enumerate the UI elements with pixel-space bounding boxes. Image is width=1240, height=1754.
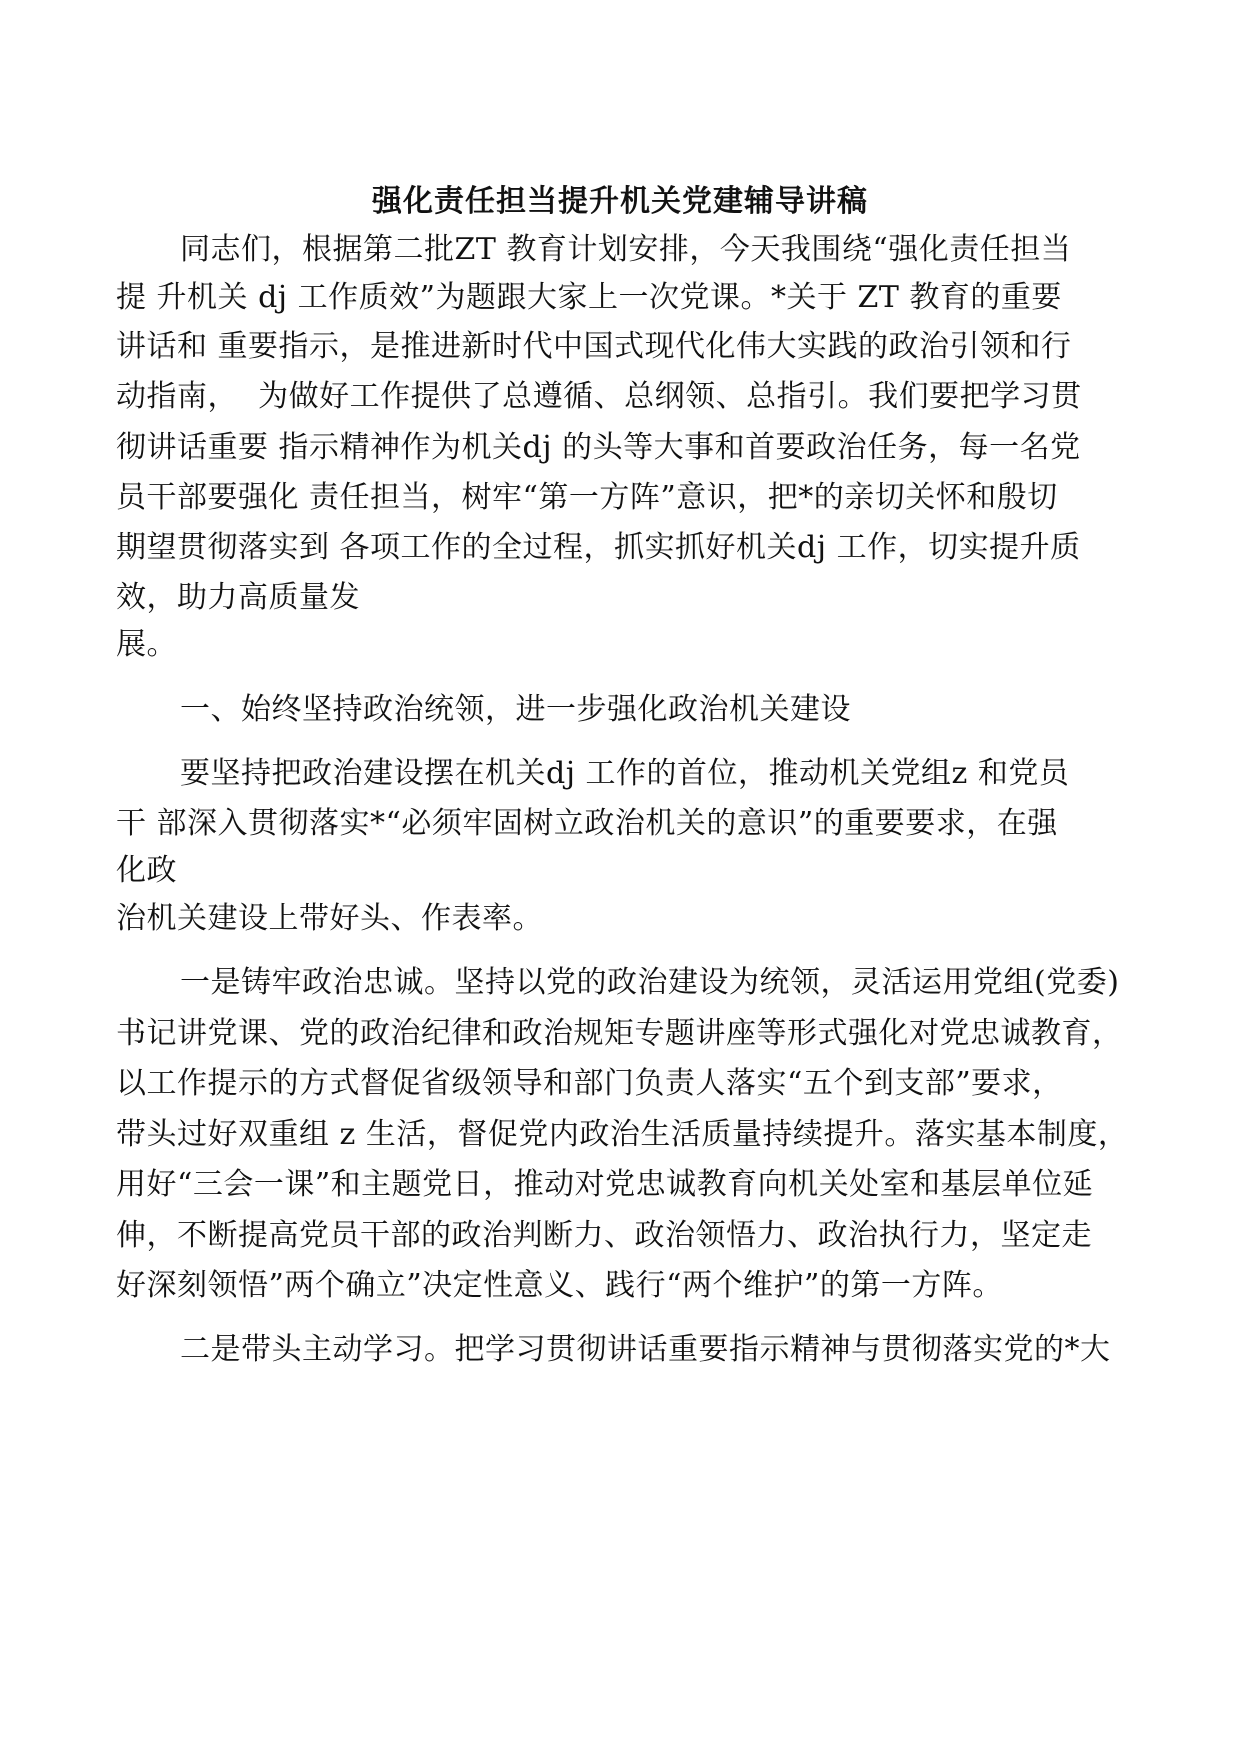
paragraph-line: 要坚持把政治建设摆在机关dj 工作的首位，推动机关党组z 和党员 — [180, 756, 1070, 791]
paragraph-line: 带头过好双重组 z 生活，督促党内政治生活质量持续提升。落实基本制度， — [116, 1117, 1129, 1152]
paragraph-line: 期望贯彻落实到 各项工作的全过程，抓实抓好机关dj 工作，切实提升质 — [116, 530, 1081, 565]
paragraph-line: 一是铸牢政治忠诚。坚持以党的政治建设为统领，灵活运用党组(党委) — [180, 965, 1120, 1000]
paragraph-line: 讲话和 重要指示，是推进新时代中国式现代化伟大实践的政治引领和行 — [116, 329, 1072, 364]
paragraph-line: 彻讲话重要 指示精神作为机关dj 的头等大事和首要政治任务，每一名党 — [116, 430, 1081, 465]
paragraph-line: 展。 — [116, 627, 177, 662]
paragraph-line: 二是带头主动学习。把学习贯彻讲话重要指示精神与贯彻落实党的*大 — [180, 1332, 1111, 1367]
paragraph-line: 动指南， 为做好工作提供了总遵循、总纲领、总指引。我们要把学习贯 — [116, 379, 1082, 414]
paragraph-line: 伸，不断提高党员干部的政治判断力、政治领悟力、政治执行力，坚定走 — [116, 1218, 1092, 1253]
paragraph-line: 提 升机关 dj 工作质效”为题跟大家上一次党课。*关于 ZT 教育的重要 — [116, 280, 1062, 315]
section-heading: 一、始终坚持政治统领，进一步强化政治机关建设 — [180, 692, 851, 727]
paragraph-line: 同志们，根据第二批ZT 教育计划安排，今天我围绕“强化责任担当 — [180, 232, 1072, 267]
paragraph-line: 书记讲党课、党的政治纪律和政治规矩专题讲座等形式强化对党忠诚教育， — [116, 1016, 1123, 1051]
document-title: 强化责任担当提升机关党建辅导讲稿 — [372, 184, 868, 219]
paragraph-line: 治机关建设上带好头、作表率。 — [116, 901, 543, 936]
paragraph-line: 效，助力高质量发 — [116, 580, 360, 615]
paragraph-line: 干 部深入贯彻落实*“必须牢固树立政治机关的意识”的重要要求，在强 — [116, 806, 1058, 841]
paragraph-line: 以工作提示的方式督促省级领导和部门负责人落实“五个到支部”要求， — [116, 1066, 1063, 1101]
paragraph-line: 化政 — [116, 853, 177, 888]
paragraph-line: 好深刻领悟”两个确立”决定性意义、践行“两个维护”的第一方阵。 — [116, 1268, 1003, 1303]
paragraph-line: 用好“三会一课”和主题党日，推动对党忠诚教育向机关处室和基层单位延 — [116, 1167, 1094, 1202]
paragraph-line: 员干部要强化 责任担当，树牢“第一方阵”意识，把*的亲切关怀和殷切 — [116, 480, 1058, 515]
